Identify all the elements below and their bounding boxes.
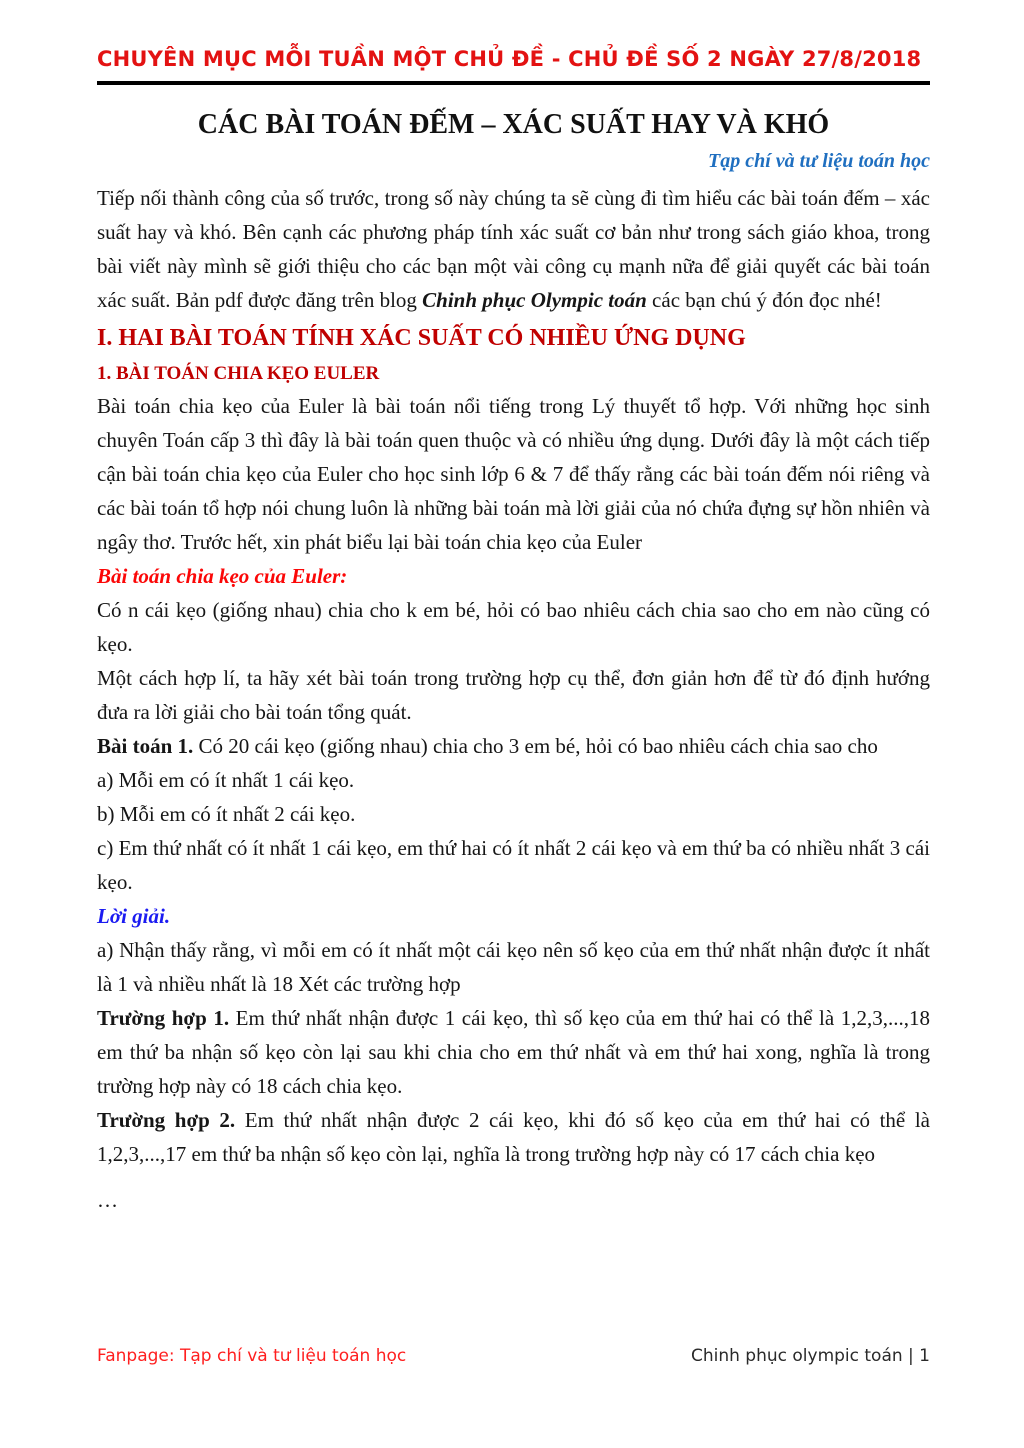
subsection-heading: 1. BÀI TOÁN CHIA KẸO EULER [97, 363, 380, 384]
approach-paragraph: Một cách hợp lí, ta hãy xét bài toán trong trường hợp cụ thể, đơn giản hơn để từ đó định hướng đưa ra lời giải cho bài toán tổng quát. [97, 666, 930, 724]
continuation-ellipsis: … [97, 1188, 118, 1212]
solution-part-a-paragraph: a) Nhận thấy rằng, vì mỗi em có ít nhất một cái kẹo nên số kẹo của em thứ nhất nhận được ít nhất là 1 và nhiều nhất là 18 Xét các trường hợp [97, 938, 930, 996]
case1-text: Em thứ nhất nhận được 1 cái kẹo, thì số kẹo của em thứ hai có thể là 1,2,3,...,18 em thứ ba nhận số kẹo còn lại sau khi chia cho em thứ nhất và em thứ hai xong, nghĩa là trong trường hợp này có 18 cách chia kẹo. [97, 1006, 930, 1098]
intro-text-1: Tiếp nối thành công của số trước, trong số này chúng ta sẽ cùng đi tìm hiểu các bài toán đếm – xác suất hay và khó. Bên cạnh các phương pháp tính xác suất cơ bản như trong sách giáo khoa, trong bài viết này mình sẽ giới thiệu cho các bạn một vài công cụ mạnh nữa để giải quyết các bài toán xác suất. Bản pdf được đăng trên blog [97, 186, 930, 312]
header-rule [97, 81, 930, 85]
case1-paragraph [97, 1001, 930, 1103]
running-header: CHUYÊN MỤC MỖI TUẦN MỘT CHỦ ĐỀ - CHỦ ĐỀ SỐ 2 NGÀY 27/8/2018 [97, 47, 922, 71]
case2-label: Trường hợp 2. [97, 1108, 236, 1132]
problem1-item-a: a) Mỗi em có ít nhất 1 cái kẹo. [97, 768, 355, 792]
byline: Tạp chí và tư liệu toán học [708, 150, 930, 172]
euler-intro-paragraph: Bài toán chia kẹo của Euler là bài toán nổi tiếng trong Lý thuyết tổ hợp. Với những học sinh chuyên Toán cấp 3 thì đây là bài toán quen thuộc và có nhiều ứng dụng. Dưới đây là một cách tiếp cận bài toán chia kẹo của Euler cho học sinh lớp 6 & 7 để thấy rằng các bài toán đếm nói riêng và các bài toán tổ hợp nói chung luôn là những bài toán mà lời giải của nó chứa đựng sự hồn nhiên và ngây thơ. Trước hết, xin phát biểu lại bài toán chia kẹo của Euler [97, 394, 930, 554]
problem1-item-c: c) Em thứ nhất có ít nhất 1 cái kẹo, em thứ hai có ít nhất 2 cái kẹo và em thứ ba có nhiều nhất 3 cái kẹo. [97, 836, 930, 894]
problem1-text: Có 20 cái kẹo (giống nhau) chia cho 3 em bé, hỏi có bao nhiêu cách chia sao cho [193, 734, 878, 758]
case1-label: Trường hợp 1. [97, 1006, 230, 1030]
section-heading: I. HAI BÀI TOÁN TÍNH XÁC SUẤT CÓ NHIỀU ỨNG DỤNG [97, 325, 746, 351]
problem1-paragraph [97, 729, 930, 763]
case2-text: Em thứ nhất nhận được 2 cái kẹo, khi đó số kẹo của em thứ hai có thể là 1,2,3,...,17 em thứ ba nhận số kẹo còn lại, nghĩa là trong trường hợp này có 17 cách chia kẹo [97, 1108, 930, 1166]
intro-paragraph [97, 181, 930, 317]
euler-problem-heading: Bài toán chia kẹo của Euler: [97, 564, 348, 588]
solution-heading: Lời giải. [97, 904, 171, 928]
intro-text-2: các bạn chú ý đón đọc nhé! [646, 288, 882, 312]
problem1-item-b: b) Mỗi em có ít nhất 2 cái kẹo. [97, 802, 356, 826]
problem-statement-paragraph: Có n cái kẹo (giống nhau) chia cho k em bé, hỏi có bao nhiêu cách chia sao cho em nào cũng có kẹo. [97, 598, 930, 656]
footer-fanpage: Fanpage: Tạp chí và tư liệu toán học [97, 1346, 407, 1366]
footer-page-number: Chinh phục olympic toán | 1 [690, 1346, 930, 1366]
blog-name-emphasis: Chinh phục Olympic toán [422, 288, 647, 312]
problem1-label: Bài toán 1. [97, 734, 194, 758]
page-footer [97, 1345, 930, 1367]
page-title: CÁC BÀI TOÁN ĐẾM – XÁC SUẤT HAY VÀ KHÓ [197, 109, 830, 140]
case2-paragraph [97, 1103, 930, 1171]
